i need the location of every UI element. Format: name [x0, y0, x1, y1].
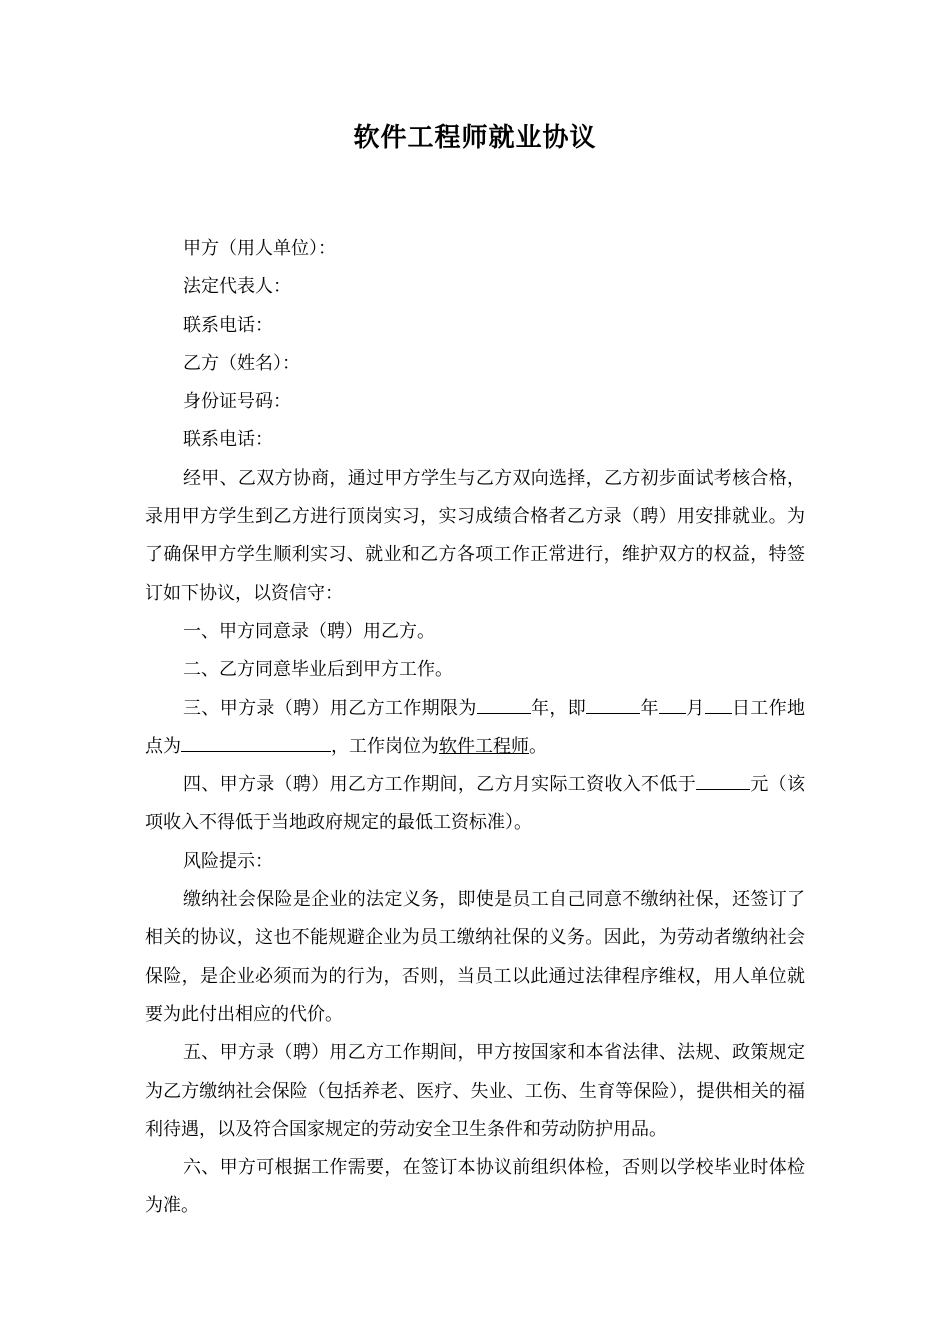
- clause-3-text-6: ，工作岗位为: [331, 735, 439, 757]
- clause-3: [145, 690, 805, 767]
- job-position-value: 软件工程师: [439, 735, 529, 757]
- field-id-number: 身份证号码：: [183, 391, 291, 413]
- clause-3-text-4: 月: [685, 697, 705, 719]
- clause-3-text-7: 。: [529, 735, 547, 757]
- clause-1: 一、甲方同意录（聘）用乙方。: [183, 620, 435, 642]
- clause-4-text-1: 四、甲方录（聘）用乙方工作期间，乙方月实际工资收入不低于: [183, 774, 697, 796]
- clause-5: 五、甲方录（聘）用乙方工作期间，甲方按国家和本省法律、法规、政策规定为乙方缴纳社会保险（包括养老、医疗、失业、工伤、生育等保险），提供相关的福利待遇，以及符合国家规定的劳动安全卫生条件和劳动防护用品。: [145, 1042, 805, 1140]
- risk-paragraph: 缴纳社会保险是企业的法定义务，即使是员工自己同意不缴纳社保，还签订了相关的协议，这也不能规避企业为员工缴纳社保的义务。因此，为劳动者缴纳社会保险，是企业必须而为的行为，否则，当员工以此通过法律程序维权，用人单位就要为此付出相应的代价。: [145, 889, 805, 1025]
- clause-3-text-5: 日工作地点为: [145, 697, 806, 757]
- clause-6: 六、甲方可根据工作需要，在签订本协议前组织体检，否则以学校毕业时体检为准。: [145, 1157, 805, 1217]
- document-title: 软件工程师就业协议: [353, 123, 597, 153]
- field-phone-b: 联系电话：: [183, 429, 273, 451]
- start-day-blank[interactable]: [705, 695, 732, 714]
- clause-2: 二、乙方同意毕业后到甲方工作。: [183, 659, 453, 681]
- start-year-blank[interactable]: [586, 695, 640, 714]
- clause-4: [145, 766, 805, 843]
- field-phone-a: 联系电话：: [183, 314, 273, 336]
- min-salary-blank[interactable]: [696, 771, 750, 790]
- clause-3-text-3: 年: [640, 697, 659, 719]
- term-years-blank[interactable]: [477, 695, 531, 714]
- intro-paragraph: 经甲、乙双方协商，通过甲方学生与乙方双向选择，乙方初步面试考核合格，录用甲方学生到乙方进行顶岗实习，实习成绩合格者乙方录（聘）用安排就业。为了确保甲方学生顺利实习、就业和乙方各项工作正常进行，维护双方的权益，特签订如下协议，以资信守：: [145, 467, 805, 604]
- clause-3-text-2: 年，即: [530, 697, 587, 719]
- risk-title: 风险提示：: [183, 850, 273, 872]
- field-party-a: 甲方（用人单位）：: [183, 238, 336, 259]
- clause-4-text-2: 元（该项收入不得低于当地政府规定的最低工资标准）。: [145, 774, 805, 834]
- work-location-blank[interactable]: [181, 733, 331, 752]
- document-body: [145, 230, 805, 1226]
- clause-3-text-1: 三、甲方录（聘）用乙方工作期限为: [183, 697, 477, 719]
- field-legal-rep: 法定代表人：: [183, 276, 291, 298]
- start-month-blank[interactable]: [659, 695, 686, 714]
- field-party-b: 乙方（姓名）：: [183, 352, 300, 374]
